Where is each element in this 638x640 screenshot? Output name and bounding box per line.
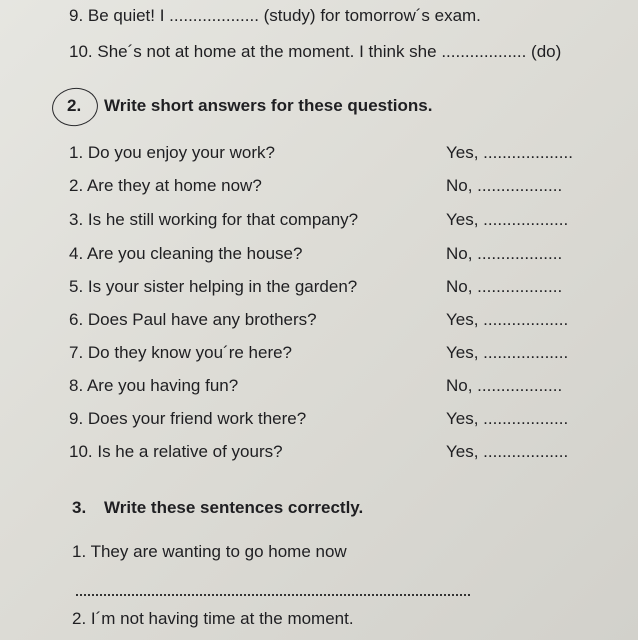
answer-10: Yes, .................. — [446, 442, 569, 461]
top-item-9: 9. Be quiet! I ................... (study) for tomorrow´s exam. — [69, 6, 481, 25]
answer-5: No, .................. — [446, 277, 563, 296]
section3-item-2: 2. I´m not having time at the moment. — [72, 609, 354, 628]
section3-number: 3. — [72, 498, 87, 517]
question-3: 3. Is he still working for that company? — [69, 210, 359, 229]
top-item-10: 10. She´s not at home at the moment. I think she .................. (do) — [69, 42, 562, 61]
answer-6: Yes, .................. — [446, 310, 569, 329]
question-9: 9. Does your friend work there? — [69, 409, 307, 428]
answer-7: Yes, .................. — [446, 343, 569, 362]
section3-item-1: 1. They are wanting to go home now — [72, 542, 347, 561]
question-10: 10. Is he a relative of yours? — [69, 442, 283, 461]
question-6: 6. Does Paul have any brothers? — [69, 310, 317, 329]
answer-3: Yes, .................. — [446, 210, 569, 229]
question-8: 8. Are you having fun? — [69, 376, 239, 395]
answer-2: No, .................. — [446, 176, 563, 195]
question-2: 2. Are they at home now? — [69, 176, 262, 195]
section2-number: 2. — [67, 96, 82, 115]
question-4: 4. Are you cleaning the house? — [69, 244, 303, 263]
section2-title: Write short answers for these questions. — [104, 96, 433, 115]
question-1: 1. Do you enjoy your work? — [69, 143, 275, 162]
question-7: 7. Do they know you´re here? — [69, 343, 293, 362]
answer-8: No, .................. — [446, 376, 563, 395]
section3-title: Write these sentences correctly. — [104, 498, 364, 517]
answer-1: Yes, ................... — [446, 143, 573, 162]
answer-9: Yes, .................. — [446, 409, 569, 428]
question-5: 5. Is your sister helping in the garden? — [69, 277, 358, 296]
answer-dotted-line — [76, 594, 470, 596]
answer-4: No, .................. — [446, 244, 563, 263]
